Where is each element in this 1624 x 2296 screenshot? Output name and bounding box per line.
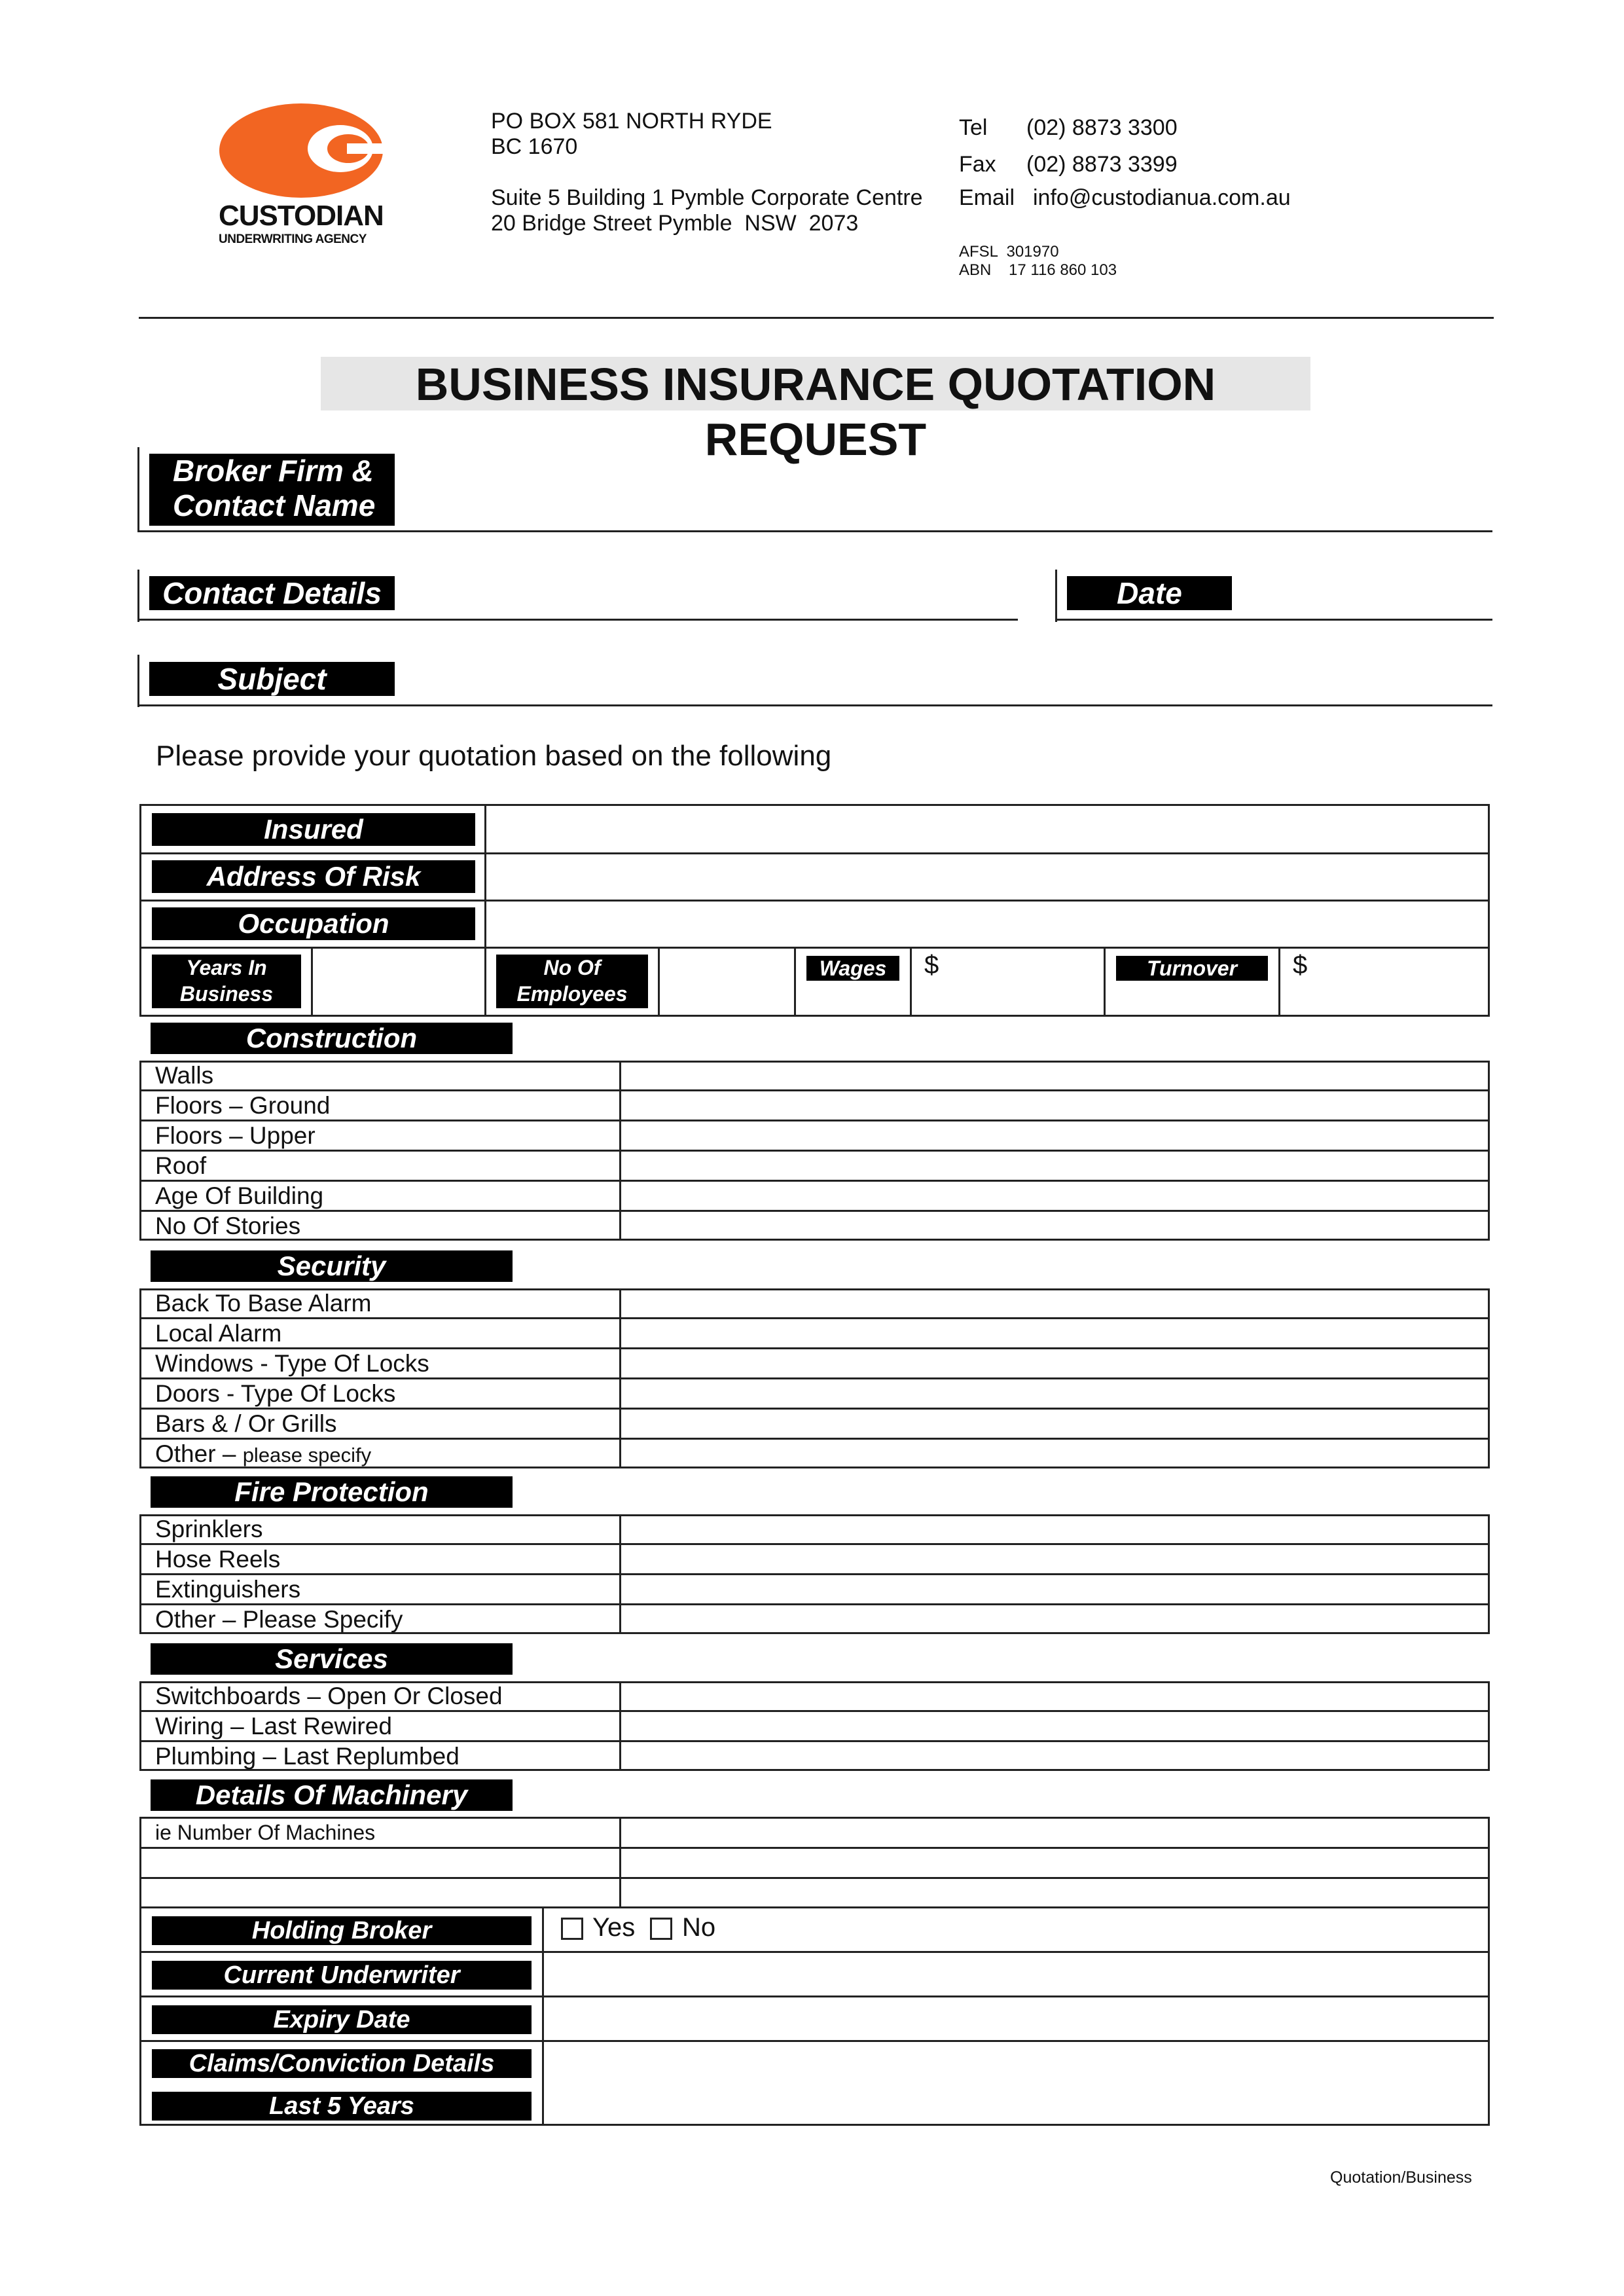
construction-floors-ground-input[interactable] [623, 1092, 1486, 1118]
security-row-label: Windows - Type Of Locks [155, 1350, 429, 1377]
security-section-title: Security [151, 1250, 513, 1282]
security-local-alarm-input[interactable] [623, 1320, 1486, 1346]
expiry-date-label: Expiry Date [152, 2005, 532, 2034]
fire-row-divider [139, 1543, 1490, 1545]
claims-details-input[interactable] [547, 2043, 1486, 2122]
wages-currency: $ [924, 951, 939, 979]
fire-extinguishers-input[interactable] [623, 1576, 1486, 1602]
fire-other-input[interactable] [623, 1606, 1486, 1632]
services-row-label: Switchboards – Open Or Closed [155, 1683, 503, 1709]
address-line-3: Suite 5 Building 1 Pymble Corporate Centre [491, 185, 923, 210]
years-label-line-2: Business [179, 982, 274, 1006]
holding-broker-label: Holding Broker [152, 1916, 532, 1945]
date-label: Date [1067, 576, 1232, 610]
wages-col-divider-2 [910, 947, 912, 1017]
claims-conviction-label: Claims/Conviction Details [152, 2049, 532, 2078]
custodian-logo [216, 101, 386, 252]
machinery-row-2-value-input[interactable] [623, 1850, 1486, 1876]
construction-row-label: Roof [155, 1152, 207, 1179]
security-row-divider [139, 1377, 1490, 1379]
broker-firm-label [149, 454, 395, 526]
machinery-row-divider [139, 1877, 1490, 1879]
fire-hose-reels-input[interactable] [623, 1546, 1486, 1572]
services-row-divider [139, 1710, 1490, 1712]
security-row-label: Back To Base Alarm [155, 1290, 372, 1317]
construction-roof-input[interactable] [623, 1152, 1486, 1178]
turnover-label: Turnover [1116, 956, 1268, 981]
security-other-label [155, 1440, 371, 1468]
email-label: Email [959, 185, 1015, 210]
date-field-left-rule [1055, 570, 1057, 622]
turnover-col-divider-2 [1278, 947, 1280, 1017]
security-row-divider [139, 1317, 1490, 1319]
no-of-employees-label [496, 955, 648, 1008]
instructions-text: Please provide your quotation based on the following [156, 740, 832, 772]
security-doors-input[interactable] [623, 1380, 1486, 1406]
footer-reference: Quotation/Business [1330, 2168, 1472, 2187]
security-bars-input[interactable] [623, 1410, 1486, 1436]
security-other-input[interactable] [623, 1440, 1486, 1467]
wages-label: Wages [806, 956, 899, 981]
services-switchboards-input[interactable] [623, 1684, 1486, 1709]
employees-label-line-1: No Of [543, 956, 601, 979]
broker-firm-label-line-1: Broker Firm & [173, 454, 374, 488]
machinery-row-3-value-input[interactable] [623, 1880, 1486, 1906]
turnover-col-divider-1 [1104, 947, 1106, 1017]
date-field-underline [1055, 619, 1492, 621]
afsl-number: AFSL 301970 [959, 243, 1059, 261]
machinery-row-divider [139, 1847, 1490, 1849]
employees-label-line-2: Employees [516, 982, 628, 1006]
years-in-business-label [152, 955, 301, 1008]
services-row-label: Wiring – Last Rewired [155, 1713, 392, 1740]
subject-field-underline [137, 704, 1492, 706]
services-col-divider [619, 1681, 621, 1771]
holding-broker-no-checkbox[interactable] [650, 1918, 672, 1940]
holding-broker-yes-label: Yes [592, 1913, 636, 1942]
security-row-divider [139, 1408, 1490, 1410]
security-other-main: Other – [155, 1440, 243, 1467]
construction-walls-input[interactable] [623, 1063, 1486, 1088]
address-line-2: BC 1670 [491, 134, 578, 159]
construction-row-divider [139, 1210, 1490, 1212]
broker-firm-input[interactable] [406, 452, 1489, 527]
construction-row-label: Floors – Upper [155, 1122, 316, 1149]
abn-number: ABN 17 116 860 103 [959, 261, 1117, 279]
expiry-date-input[interactable] [547, 1999, 1486, 2038]
brand-tagline: UNDERWRITING AGENCY [219, 232, 367, 246]
contact-field-left-rule [137, 570, 139, 622]
history-row-divider [139, 1951, 1490, 1953]
construction-stories-input[interactable] [623, 1212, 1486, 1239]
wages-input[interactable] [943, 949, 1100, 1015]
address-line-1: PO BOX 581 NORTH RYDE [491, 109, 772, 134]
insured-input[interactable] [488, 807, 1486, 850]
construction-row-divider [139, 1120, 1490, 1121]
brand-name: CUSTODIAN [219, 200, 384, 232]
fire-row-divider [139, 1603, 1490, 1605]
insured-label: Insured [152, 813, 475, 846]
holding-broker-no-label: No [682, 1913, 716, 1942]
history-row-divider [139, 1995, 1490, 1997]
contact-field-underline [137, 619, 1018, 621]
construction-row-label: No Of Stories [155, 1212, 301, 1239]
fax-number: (02) 8873 3399 [1026, 152, 1178, 177]
subject-input[interactable] [406, 658, 1489, 701]
construction-age-input[interactable] [623, 1182, 1486, 1209]
services-section-title: Services [151, 1643, 513, 1675]
history-col-divider [542, 1906, 544, 2126]
years-label-line-1: Years In [186, 956, 267, 979]
insured-col-divider [484, 804, 486, 1017]
turnover-currency: $ [1293, 951, 1308, 979]
construction-row-label: Age Of Building [155, 1182, 324, 1209]
security-windows-input[interactable] [623, 1350, 1486, 1376]
construction-section-title: Construction [151, 1023, 513, 1054]
fax-label: Fax [959, 152, 996, 177]
address-of-risk-label: Address Of Risk [152, 860, 475, 893]
machinery-row-3-label-input[interactable] [143, 1880, 617, 1906]
machinery-col-divider [619, 1817, 621, 1908]
current-underwriter-label: Current Underwriter [152, 1961, 532, 1990]
years-in-business-input[interactable] [314, 949, 481, 1015]
fire-row-label: Sprinklers [155, 1516, 263, 1542]
security-row-label: Local Alarm [155, 1320, 282, 1347]
security-other-small: please specify [242, 1444, 372, 1467]
wages-col-divider-1 [794, 947, 796, 1017]
fire-row-divider [139, 1573, 1490, 1575]
last-5-years-label: Last 5 Years [152, 2092, 532, 2121]
date-input[interactable] [1240, 573, 1489, 616]
machinery-row-2-label-input[interactable] [143, 1850, 617, 1876]
tel-number: (02) 8873 3300 [1026, 115, 1178, 140]
security-row-divider [139, 1438, 1490, 1440]
page-title: BUSINESS INSURANCE QUOTATION REQUEST [321, 357, 1310, 410]
construction-row-label: Walls [155, 1062, 214, 1089]
insured-row-divider-2 [139, 900, 1490, 902]
logo-mark-icon [216, 101, 386, 200]
contact-details-input[interactable] [406, 573, 1011, 616]
fire-protection-section-title: Fire Protection [151, 1476, 513, 1508]
fire-row-label: Other – Please Specify [155, 1606, 403, 1633]
machinery-row-label: ie Number Of Machines [155, 1821, 376, 1844]
fire-row-label: Extinguishers [155, 1576, 301, 1603]
services-plumbing-input[interactable] [623, 1743, 1486, 1769]
no-of-employees-input[interactable] [661, 949, 792, 1015]
tel-label: Tel [959, 115, 988, 140]
years-col-divider [311, 947, 313, 1017]
history-row-divider [139, 2040, 1490, 2042]
insured-row-divider-3 [139, 947, 1490, 949]
services-row-divider [139, 1740, 1490, 1742]
security-row-divider [139, 1347, 1490, 1349]
current-underwriter-input[interactable] [547, 1954, 1486, 1994]
subject-field-left-rule [137, 655, 139, 707]
security-alarm-input[interactable] [623, 1291, 1486, 1316]
subject-label: Subject [149, 662, 395, 696]
occupation-label: Occupation [152, 907, 475, 940]
services-wiring-input[interactable] [623, 1713, 1486, 1739]
contact-details-label: Contact Details [149, 576, 395, 610]
employees-col-divider [658, 947, 660, 1017]
turnover-input[interactable] [1312, 949, 1486, 1015]
address-of-risk-input[interactable] [488, 855, 1486, 898]
occupation-input[interactable] [488, 902, 1486, 945]
broker-firm-label-line-2: Contact Name [173, 488, 376, 522]
insured-row-divider-1 [139, 852, 1490, 854]
fire-sprinklers-input[interactable] [623, 1517, 1486, 1542]
security-row-label: Bars & / Or Grills [155, 1410, 337, 1437]
broker-field-left-rule [137, 447, 139, 532]
services-row-label: Plumbing – Last Replumbed [155, 1743, 460, 1770]
header-divider [139, 317, 1494, 319]
fire-row-label: Hose Reels [155, 1546, 281, 1573]
machinery-number-input[interactable] [623, 1819, 1486, 1846]
construction-floors-upper-input[interactable] [623, 1122, 1486, 1148]
construction-row-divider [139, 1089, 1490, 1091]
machinery-section-title: Details Of Machinery [151, 1779, 513, 1811]
construction-row-divider [139, 1150, 1490, 1152]
construction-row-label: Floors – Ground [155, 1092, 331, 1119]
holding-broker-yes-checkbox[interactable] [561, 1918, 583, 1940]
address-line-4: 20 Bridge Street Pymble NSW 2073 [491, 211, 859, 236]
email-address[interactable]: info@custodianua.com.au [1033, 185, 1291, 210]
construction-row-divider [139, 1180, 1490, 1182]
broker-field-underline [137, 530, 1492, 532]
security-row-label: Doors - Type Of Locks [155, 1380, 396, 1407]
